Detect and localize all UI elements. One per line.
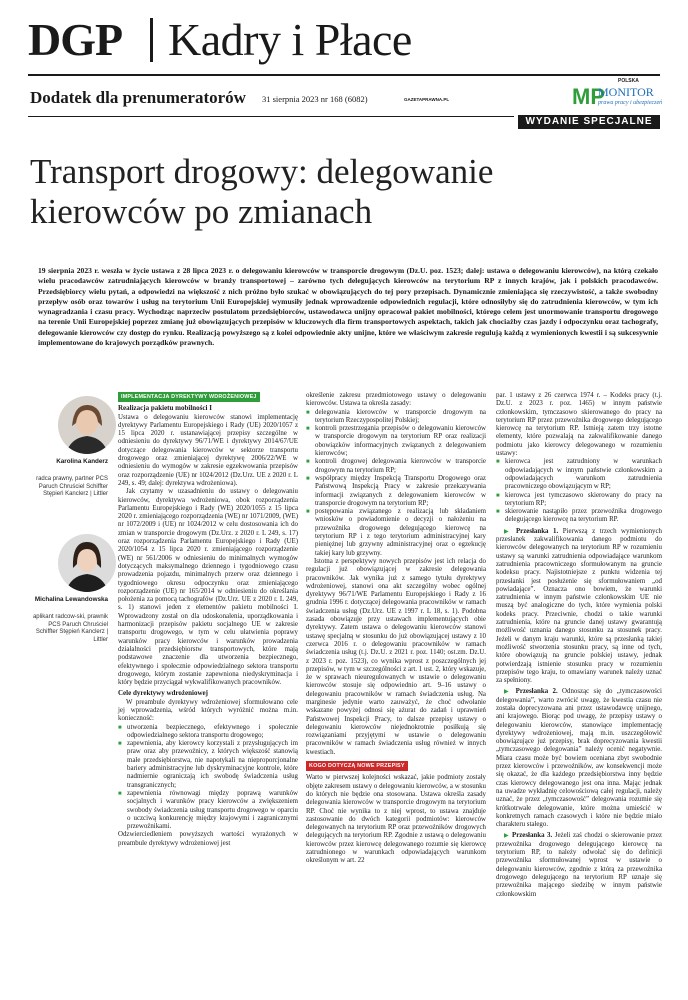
masthead-divider — [150, 18, 153, 62]
author-photo-1 — [58, 396, 116, 454]
condition-label: Przesłanka 2. — [515, 688, 558, 696]
paragraph: określenie zakresu przedmiotowego ustawy o delegowaniu kierowców. Ustawa ta określa zasady: — [306, 392, 486, 408]
list-item: ■ zapewnienia, aby kierowcy korzystali z przysługujących im praw oraz aby przewoźnicy, z których większość stanowią małe przedsiębiorstwa, nie napotykali na nieproporcjonalne bariery administracyjne lub dyskryminacyjne kontrole, które nadmiernie ograniczają ich swobodę świadczenia usług transgranicznych; — [126, 740, 298, 790]
list-item: ■ kierowca jest tymczasowo skierowany do pracy na terytorium RP; — [504, 492, 662, 509]
author-photo-2 — [58, 534, 116, 592]
paragraph: Jak czytamy w uzasadnieniu do ustawy o delegowaniu kierowców, dyrektywa wdrożeniowa, obok rozporządzenia Parlamentu Europejskiego i Rady (WE) 2020/1055 z 15 lipca 2020 r. zmieniającego rozporządzenia (WE) nr 1071/2009, (WE) nr 1072/2009 i (UE) nr 1024/2012 w celu dostosowania ich do zmian w transporcie drogowym (Dz.Urz. z 2020 r. L 249, s. 17) oraz rozporządzenia Parlamentu Europejskiego i Rady (UE) 2020/1054 z 15 lipca 2020 r. zmieniającego rozporządzenie (WE) nr 561/2006 w odniesieniu do minimalnych wymogów dotyczących maksymalnego dziennego i tygodniowego czasu prowadzenia pojazdu, minimalnych przerw oraz dziennego i tygodniowego okresu odpoczynku oraz zmieniającego rozporządzenie (UE) nr 165/2014 w odniesieniu do określania położenia za pomocą tachografów (Dz.Urz. UE z 2020 r. L 249, s. 1) stanowi jeden z elementów pakietu mobilności I. Wprowadzony został on dla udoskonalenia, uporządkowania i harmonizacji przepisów pakietu socjalnego UE w zakresie transportu drogowego, w tym w celu ułatwienia poprawy warunków pracy kierowców i warunków prowadzenia działalności przedsiębiorstw transportowych, które mają podstawowe znaczenie dla utworzenia bezpiecznego, efektywnego i społecznie odpowiedzialnego sektora transportu drogowego, którym zostanie zapewniona niedyskryminacja i który będzie przyciągał wykwalifikowanych pracowników. — [118, 488, 298, 687]
list-item: ■ postępowania związanego z realizacją lub składaniem wniosków o powiadomienie o decyzji o nałożeniu na przewoźnika drogowego delegującego kierowcę na terytorium RP i z tego terytorium administracyjnej kary pieniężnej lub grzywny administracyjnej oraz o egzekucję takiej kary lub grzywny. — [314, 508, 486, 558]
paragraph — [496, 832, 662, 898]
author-name-2: Michalina Lewandowska — [34, 596, 108, 603]
list-item: ■ skierowanie nastąpiło przez przewoźnika drogowego delegującego kierowcę na terytorium RP. — [504, 508, 662, 525]
brand-logo: DGP — [28, 14, 123, 65]
top-rule — [28, 74, 660, 76]
triangle-icon: ▶ — [504, 528, 512, 535]
column-3 — [496, 392, 662, 899]
list-item: ■ kontroli drogowej delegowania kierowców w transporcie drogowym na terytorium RP; — [314, 458, 486, 475]
list-item: ■ zapewnienia równowagi między poprawą warunków socjalnych i warunków pracy kierowców a zwiększeniem swobody świadczenia usług transportu drogowego w oparciu o uczciwą konkurencję między krajowymi i zagranicznymi przewoźnikami. — [126, 790, 298, 831]
author-role-1: radca prawny, partner PCS Paruch Chruściel Schiffter Stępień Kanclerz | Littler — [36, 476, 108, 497]
bullet-list — [306, 409, 486, 558]
article-lead: 19 sierpnia 2023 r. weszła w życie ustawa z 28 lipca 2023 r. o delegowaniu kierowców w transporcie drogowym (Dz.U. poz. 1523; dalej: ustawa o delegowaniu kierowców), na którą czekało wielu pracodawców zatrudniających kierowców w branży transportowej – zarówno tych delegujących kierowców na terytorium RP z innych krajów, jak i polskich pracodawców. Przedsiębiorcy wielu pytań, a odpowiedzi na większość z nich próżno było szukać w obowiązujących do tej pory przepisach. Dynamicznie zmieniająca się rzeczywistość, a także swobodny przepływ osób oraz towarów i usług na terytorium Unii Europejskiej wymusiły jednak wprowadzenie odpowiednich regulacji, które odnosiłyby się do zatrudnienia kierowców, w tym ich wynagradzania i czasu pracy. Wychodząc naprzeciw postulatom przedsiębiorców, ustawodawca unijny opracował pakiet mobilności, którego celem jest unormowanie transportu drogowego na terenie Unii Europejskiej poprzez zmianę już obowiązujących przepisów w kluczowych dla firm transportowych aspektach, takich jak chociażby czas jazdy i odpoczynku oraz tachografy, delegowanie kierowców czy dostęp do rynku. Realizacją powyższego są z kolei odpowiednie akty unijne, które we właściwym zakresie regulują każdą z wymienionych kwestii i są sukcesywnie implementowane do krajowych porządków prawnych. — [38, 266, 658, 348]
paragraph: Ustawa o delegowaniu kierowców stanowi implementację dyrektywy Parlamentu Europejskiego i Rady (UE) 2020/1057 z 15 lipca 2020 r. ustanawiającej przepisy szczególne w odniesieniu do dyrektywy 96/71/WE i dyrektywy 2014/67/UE dotyczące delegowania kierowców w sektorze transportu drogowego oraz zmieniającej dyrektywę 2006/22/WE w odniesieniu do wymogów w zakresie egzekwowania przepisów oraz rozporządzenie (UE) nr 1024/2012 (Dz.Urz. UE z 2020 r. L 249, s. 49; dalej: dyrektywa wdrożeniowa). — [118, 413, 298, 487]
author-role-2: aplikant radcow-ski, prawnik PCS Paruch Chruściel Schiffter Stępień Kanclerz | Littler — [32, 614, 108, 643]
bullet-list — [118, 724, 298, 832]
section-label: IMPLEMENTACJA DYREKTYWY WDROŻENIOWEJ — [118, 392, 260, 402]
publication-title: Kadry i Płace — [168, 14, 412, 65]
header-rule — [28, 116, 514, 117]
subheading: Cele dyrektywy wdrożeniowej — [118, 689, 208, 698]
paragraph: Istotna z perspektywy nowych przepisów jest ich relacja do regulacji już obowiązującej w zakresie delegowania pracowników. Jak wynika już z samego tytułu dyrektywy wdrożeniowej, stanowi ona akt szczególny wobec ogólnej dyrektywy 96/71/WE Parlamentu Europejskiego i Rady z 16 grudnia 1996 r. dotyczącej delegowania pracowników w ramach świadczenia usług (Dz.Urz. UE z 1997 r. L 18, s. 1). Podobna zasada obowiązuje przy ustawach implementujących obie dyrektywy. Zatem ustawa o delegowaniu kierowców stanowi ustawę specjalną w stosunku do już obowiązującej ustawy z 10 czerwca 2016 r. o delegowaniu pracowników w ramach świadczenia usług (t.j. Dz.U. z 2021 r. poz. 1140; ost.zm. Dz.U. z 2023 r. poz. 1523), co wynika wprost z poszczególnych jej przepisów, w tym w szczególności z art. 1 ust. 2, który wskazuje, że w sprawach nieuregulowanych w ustawie o delegowaniu kierowców stosuje się odpowiednio art. 9–16 ustawy o delegowaniu pracowników w ramach świadczenia usług. Na marginesie jedynie warto zauważyć, że choć odwołanie wskazane powyżej odnosi się ażurat do zadań i uprawnień Państwowej Inspekcji Pracy, to dalsze przepisy ustawy o delegowaniu kierowców niejednokrotnie posiłkują się rozwiązaniami przyjętymi w ustawie o delegowaniu pracowników w ramach świadczenia usług również w innych kwestiach. — [306, 557, 486, 756]
paragraph — [496, 528, 662, 686]
list-item: ■ kontroli przestrzegania przepisów o delegowaniu kierowców w transporcie drogowym na terytorium RP oraz realizacji obowiązków informacyjnych związanych z delegowaniem kierowców; — [314, 425, 486, 458]
paragraph: Warto w pierwszej kolejności wskazać, jakie podmioty zostały objęte zakresem ustawy o delegowaniu kierowców, a w stosunku do których nie będzie ona stosowana. Ustawa określa zasady delegowania kierowców w transporcie drogowym na terytorium RP. Choć nie wynika to z niej wprost, to ustawa znajduje zastosowanie do dwóch kategorii podmiotów: kierowców delegowanych na terytorium RP oraz przewoźników drogowych delegujących na terytorium RP. Zgodnie z ustawą o delegowaniu kierowców przez kierowcę delegowanego rozumie się kierowcę zatrudnionego w warunkach odpowiadających warunkom określonym w art. 22 — [306, 774, 486, 865]
condition-label: Przesłanka 1. — [515, 527, 559, 535]
article-headline: Transport drogowy: delegowanie kierowców po zmianach — [30, 152, 494, 231]
supplement-label: Dodatek dla prenumeratorów — [30, 88, 246, 107]
partner-mark: MP — [572, 84, 605, 109]
partner-tagline: prawa pracy i ubezpieczeń — [598, 100, 663, 106]
section-label: KOGO DOTYCZĄ NOWE PRZEPISY — [306, 761, 408, 771]
condition-label: Przesłanka 3. — [511, 832, 553, 840]
list-item: ■ utworzenia bezpiecznego, efektywnego i społecznie odpowiedzialnego sektora transportu drogowego; — [126, 724, 298, 741]
subheading: Realizacja pakietu mobilności I — [118, 404, 212, 413]
partner-country: POLSKA — [618, 78, 639, 84]
author-name-1: Karolina Kanderz — [56, 458, 108, 465]
list-item: ■ współpracy między Inspekcją Transportu Drogowego oraz Państwową Inspekcją Pracy w zakresie przekazywania informacji związanych z delegowaniem kierowców w transporcie drogowym na terytorium RP; — [314, 475, 486, 508]
paragraph: W preambule dyrektywy wdrożeniowej sformułowano cele jej wprowadzenia, wśród których wyróżnić można m.in. konieczność: — [118, 698, 298, 723]
condition-text: Odnosząc się do „tymczasowości delegowania”, warto zwrócić uwagę, że kwestia czasu nie została doprecyzowana ani przez ustawodawcę unijnego, ani krajowego. Biorąc pod uwagę, że przepisy ustawy o delegowaniu kierowców, stanowiące implementację dyrektywy wdrożeniowej, mają m.in. uszczegółowić obowiązujące już przepisy, brak doprecyzowania kwestii „tymczasowego delegowania” należy ocenić negatywnie. Miara czasu może być bowiem oceniana zbyt swobodnie przez kierowców i przewoźników, aw konsekwencji może się okazać, że dla każdego przedsiębiorstwa inny będzie czas kierowcy delegowanego jest ona inna. Mając jednak na uwadze wykładnię celowościową całej regulacji, należy uznać, że przez „tymczasowość” delegowania rozumie się krótkotrwałe delegowanie, które można umieścić w konkretnych ramach czasowych i które nie będzie miało charakteru stałego. — [496, 688, 662, 829]
triangle-icon: ▶ — [504, 689, 512, 696]
bullet-list — [496, 458, 662, 524]
list-item: ■ delegowania kierowców w transporcie drogowym na terytorium Rzeczypospolitej Polskiej; — [314, 409, 486, 426]
special-edition-banner: WYDANIE SPECJALNE — [518, 115, 660, 129]
column-2 — [306, 392, 486, 866]
column-1 — [118, 392, 298, 848]
partner-name: MONITOR — [598, 85, 654, 99]
paragraph: par. 1 ustawy z 26 czerwca 1974 r. – Kodeks pracy (t.j. Dz.U. z 2023 r. poz. 1465) w innym państwie członkowskim, tymczasowo skierowanego do pracy na terytorium RP przez przewoźnika drogowego delegującego kierowcę na terytorium RP. Istnieją zatem trzy istotne elementy, które pozwalają na zakwalifikowanie danego podmiotu jako kierowcy delegowanego w rozumieniu ustawy: — [496, 392, 662, 458]
paragraph: Odzwierciedleniem powyższych wartości wyrażonych w preambule dyrektywy wdrożeniowej jest — [118, 831, 298, 847]
condition-text: Jeżeli zaś chodzi o skierowanie przez przewoźnika drogowego delegującego kierowcę na terytorium RP, to należy odwołać się do definicji przewoźnika sformułowanej wprost w ustawie o delegowaniu kierowców, zgodnie z którą za przewoźnika drogowego delegującego na terytorium RP uznaje się przewoźnika mającego siedzibę w innym państwie członkowskim — [496, 832, 662, 898]
issue-info: 31 sierpnia 2023 nr 168 (6082) — [262, 94, 368, 104]
list-item: ■ kierowca jest zatrudniony w warunkach odpowiadających w innym państwie członkowskim a odpowiadających warunkom zatrudnienia pracowniczego obowiązującym w RP; — [504, 458, 662, 491]
condition-text: Pierwszą z trzech wymienionych przesłanek zakwalifikowania danego podmiotu do kierowców delegowanych na terytorium RP w rozumieniu ustawy są warunki zatrudnienia odpowiadające warunkom zatrudnienia pracowniczego sformułowanym na gruncie kodeksu pracy. Najistotniejsze z punktu widzenia tej przesłanki jest posłużenie się sformułowaniem „od powiadające”. Oznacza ono bowiem, że warunki zatrudnienia w innym państwie członkowskim UE nie muszą być analogiczne do tych, które wymienia polski kodeks pracy. Przeciwnie, chodzi o takie warunki zatrudnienia, które na gruncie danej ustawy gwarantują możliwość uznania danego stosunku za stosunek pracy. Jeżeli w danym kraju warunki, które są przesłanką takiej możliwość stworzenia stosunku pracy, są inne od tych, które obowiązują na gruncie polskiej ustawy, jednak potwierdzają istnienie stosunku pracy w rozumieniu przepisów tego kraju, to omawiany warunek należy uznać za spełniony. — [496, 527, 662, 685]
triangle-icon: ▶ — [504, 833, 510, 840]
paragraph — [496, 688, 662, 829]
publisher-label: GAZETAPRAWNA.PL — [404, 97, 450, 102]
